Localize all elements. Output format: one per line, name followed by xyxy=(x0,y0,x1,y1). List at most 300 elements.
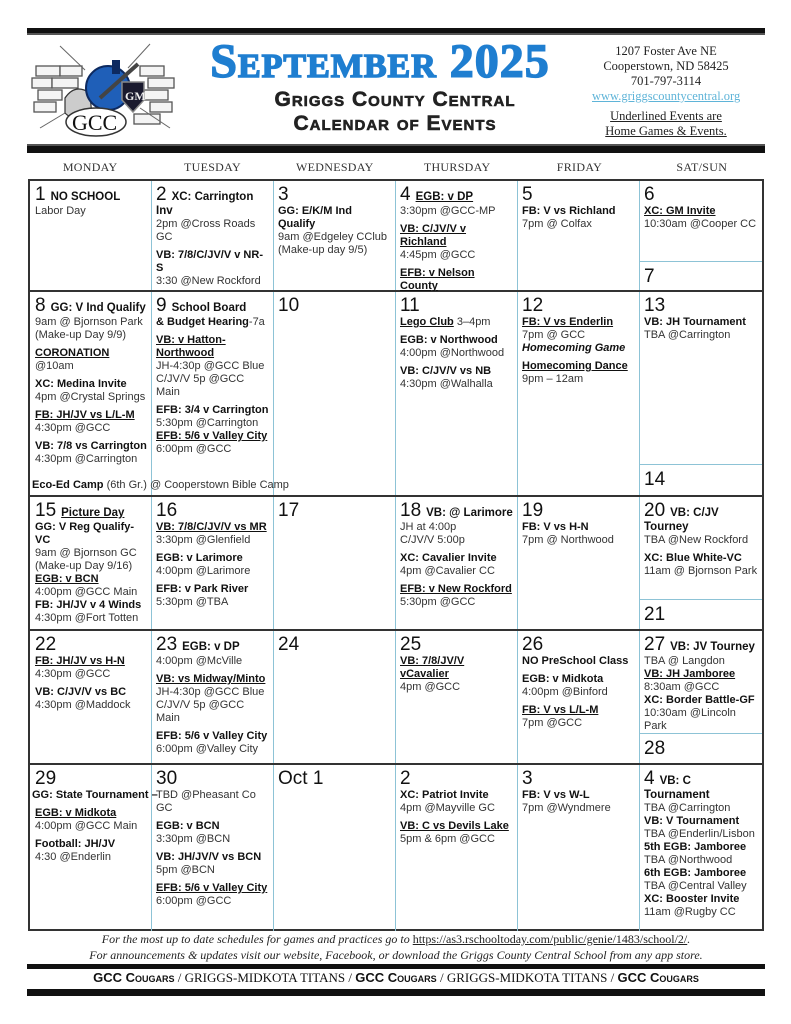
event-line xyxy=(400,334,513,347)
event-text: XC: Blue White-VC xyxy=(644,552,742,564)
event-line xyxy=(400,267,513,291)
weekend-split xyxy=(640,599,762,600)
event-line xyxy=(278,205,391,231)
event-text: 2pm @Cross Roads GC xyxy=(156,218,256,243)
event-text: 4:00pm @Northwood xyxy=(400,347,505,359)
day-number: 27 xyxy=(644,634,666,655)
event-text: EGB: v Larimore xyxy=(156,552,243,564)
event-line xyxy=(644,841,758,854)
event-text: EFB: 5/6 v Valley City xyxy=(156,882,268,894)
event-line xyxy=(522,802,635,815)
event-line xyxy=(156,404,269,417)
event-text: (Make-up day 9/5) xyxy=(278,244,368,256)
contact-block xyxy=(592,44,740,139)
day-number: 4 xyxy=(400,184,411,205)
event-line xyxy=(156,743,269,756)
event-text: FB: JH/JV vs L/L-M xyxy=(35,409,135,421)
school-logo xyxy=(30,38,180,140)
event-text: 4:30pm @Maddock xyxy=(35,699,131,711)
event-line xyxy=(522,360,635,373)
event-text: EGB: v Northwood xyxy=(400,334,498,346)
event-line xyxy=(644,893,758,906)
event-line xyxy=(35,329,147,342)
event-text: EGB: v BCN xyxy=(35,573,99,585)
day-number: 18 xyxy=(400,500,422,521)
event-text: VB: 7/8/C/JV/V vs MR xyxy=(156,521,267,533)
event-suffix: 3–4pm xyxy=(453,316,491,328)
event-text: EGB: v Midkota xyxy=(522,673,604,685)
event-line xyxy=(400,552,513,565)
event-line xyxy=(156,417,269,430)
spanning-event-note xyxy=(32,479,289,491)
event-line xyxy=(156,596,269,609)
event-line xyxy=(32,789,158,802)
event-line xyxy=(522,534,635,547)
event-line xyxy=(156,565,269,578)
event-line xyxy=(400,833,513,846)
event-text: GG: State Tournament – xyxy=(32,789,158,801)
day-number: 26 xyxy=(522,634,544,655)
event-line xyxy=(644,534,758,547)
event-text: EFB: 3/4 v Carrington xyxy=(156,404,269,416)
event-text: TBA @ Langdon xyxy=(644,655,725,667)
event-line xyxy=(644,552,758,565)
event-line xyxy=(522,316,635,329)
event-text: 7pm @ Northwood xyxy=(522,534,614,546)
event-text: EFB: v Nelson County xyxy=(400,267,475,291)
day-number: 4 xyxy=(644,768,655,789)
event-line xyxy=(644,854,758,867)
knight-wall-logo-icon xyxy=(30,38,180,140)
event-text: 10:30am @Lincoln Park xyxy=(644,707,736,732)
event-text: 6:00pm @Valley City xyxy=(156,743,259,755)
event-suffix: -7a xyxy=(248,316,265,328)
weekday-thursday: THURSDAY xyxy=(423,160,491,174)
event-text: 7pm @GCC xyxy=(522,717,583,729)
event-text: 4pm @Cavalier CC xyxy=(400,565,495,577)
sunday-cell xyxy=(640,601,762,630)
event-line xyxy=(156,334,269,360)
event-line xyxy=(156,552,269,565)
event-suffix: @10am xyxy=(35,360,74,372)
tagline-sep: / xyxy=(436,970,447,985)
day-cell xyxy=(31,292,151,497)
event-text: TBA @New Rockford xyxy=(644,534,749,546)
day-cell xyxy=(274,765,395,932)
event-line xyxy=(156,534,269,547)
event-text: 4:00pm @Larimore xyxy=(156,565,251,577)
event-text: GG: E/K/M Ind Qualify xyxy=(278,205,352,230)
event-line xyxy=(35,599,147,612)
event-text: 10:30am @Cooper CC xyxy=(644,218,757,230)
event-line xyxy=(522,717,635,730)
day-cell xyxy=(152,631,273,765)
event-line xyxy=(156,673,269,686)
event-text: 5pm @BCN xyxy=(156,864,215,876)
weekday-wednesday: WEDNESDAY xyxy=(296,160,374,174)
calendar-subtitle: Calendar of Events xyxy=(293,112,497,135)
event-text: TBA @Carrington xyxy=(644,329,731,341)
event-text: 11am @ Bjornson Park xyxy=(644,565,758,577)
event-text: Football: JH/JV xyxy=(35,838,116,850)
event-line xyxy=(278,231,391,244)
event-text: 9am @ Bjornson GC xyxy=(35,547,137,559)
tagline xyxy=(27,969,765,987)
event-line xyxy=(644,707,758,733)
event-line xyxy=(156,851,269,864)
event-line xyxy=(644,655,758,668)
event-line xyxy=(35,686,147,699)
event-text: VB: JH Jamboree xyxy=(644,668,736,680)
event-text: Homecoming Dance xyxy=(522,360,628,372)
event-line xyxy=(35,851,147,864)
day-number: Oct 1 xyxy=(278,768,324,789)
event-text: XC: Patriot Invite xyxy=(400,789,489,801)
phone-number: 701-797-3114 xyxy=(630,74,702,88)
event-line xyxy=(156,373,269,399)
event-line xyxy=(400,583,513,596)
event-line xyxy=(156,249,269,275)
event-line xyxy=(35,573,147,586)
event-title: EGB: v DP xyxy=(415,191,474,203)
spanning-event-title: Eco-Ed Camp xyxy=(32,479,104,491)
day-number: 16 xyxy=(156,500,178,521)
event-line xyxy=(35,422,147,435)
event-text: 9pm – 12am xyxy=(522,373,584,385)
day-cell xyxy=(396,631,517,765)
event-text: 3:30 @New Rockford xyxy=(156,275,261,287)
day-number: 6 xyxy=(644,184,655,205)
weekday-tuesday: TUESDAY xyxy=(183,160,241,174)
event-line xyxy=(156,275,269,288)
event-line xyxy=(400,365,513,378)
event-text: VB: V Tournament xyxy=(644,815,740,827)
day-cell xyxy=(518,765,639,932)
day-cell xyxy=(31,181,151,291)
event-text: 4:30pm @Walhalla xyxy=(400,378,493,390)
event-text: TBA @Carrington xyxy=(644,802,731,814)
website-link[interactable]: www.griggscountycentral.org xyxy=(592,89,741,103)
event-text: 4:00pm @GCC Main xyxy=(35,586,138,598)
event-line xyxy=(156,430,269,443)
event-line xyxy=(644,867,758,880)
day-number: 29 xyxy=(35,768,57,789)
event-text: VB: 7/8/JV/V vCavalier xyxy=(400,655,465,680)
event-text: Labor Day xyxy=(35,205,86,217)
event-line xyxy=(35,807,147,820)
event-line xyxy=(156,218,269,244)
event-text: 3:30pm @GCC-MP xyxy=(400,205,496,217)
event-line xyxy=(644,906,758,919)
event-line xyxy=(35,547,147,560)
day-cell xyxy=(274,631,395,765)
day-cell xyxy=(274,181,395,291)
event-line xyxy=(522,686,635,699)
event-line xyxy=(35,820,147,833)
day-number: 5 xyxy=(522,184,533,205)
day-number: 17 xyxy=(278,500,300,521)
event-title: VB: JV Tourney xyxy=(670,641,755,653)
event-line xyxy=(156,882,269,895)
event-text: 4pm @Mayville GC xyxy=(400,802,495,814)
event-text: & Budget Hearing xyxy=(156,316,249,328)
day-cell xyxy=(396,497,517,631)
event-line xyxy=(35,521,147,547)
event-title: VB: C/JV Tourney xyxy=(644,507,719,533)
day-cell xyxy=(396,181,517,291)
tagline-titans: GRIGGS-MIDKOTA TITANS xyxy=(184,970,346,985)
event-text: TBA @Northwood xyxy=(644,854,733,866)
event-line xyxy=(400,802,513,815)
address-line-1: 1207 Foster Ave NE xyxy=(615,44,717,58)
event-text: VB: v Hatton-Northwood xyxy=(156,334,226,359)
event-text: XC: Border Battle-GF xyxy=(644,694,755,706)
event-line xyxy=(156,443,269,456)
footer-rule-bottom xyxy=(27,989,765,996)
event-line xyxy=(35,699,147,712)
event-text: 4:00pm @McVille xyxy=(156,655,243,667)
event-line xyxy=(522,205,635,218)
event-title: VB: C Tournament xyxy=(644,775,710,801)
weekday-monday: MONDAY xyxy=(62,160,118,174)
tagline-sep: / xyxy=(345,970,356,985)
event-line xyxy=(35,316,147,329)
event-text: EGB: v Midkota xyxy=(35,807,117,819)
event-line xyxy=(35,655,147,668)
day-cell xyxy=(396,765,517,932)
event-text: FB: V vs W-L xyxy=(522,789,590,801)
event-line xyxy=(35,838,147,851)
event-text: CORONATION xyxy=(35,347,110,359)
event-line xyxy=(35,391,147,404)
day-cell xyxy=(518,292,639,497)
event-text: 5pm & 6pm @GCC xyxy=(400,833,495,845)
day-number: 2 xyxy=(400,768,411,789)
event-line xyxy=(644,815,758,828)
event-line xyxy=(522,521,635,534)
footer-notes xyxy=(27,931,765,963)
event-text: FB: V vs L/L-M xyxy=(522,704,599,716)
tagline-cougars: GCC Cougars xyxy=(93,970,175,985)
event-text: JH at 4:00p xyxy=(400,521,457,533)
day-cell xyxy=(31,631,151,765)
event-line xyxy=(400,347,513,360)
day-cell xyxy=(518,181,639,291)
tagline-titans: GRIGGS-MIDKOTA TITANS xyxy=(446,970,608,985)
event-text: 4:30pm @GCC xyxy=(35,422,111,434)
event-text: FB: V vs H-N xyxy=(522,521,589,533)
event-line xyxy=(644,205,758,218)
event-line xyxy=(522,342,635,355)
event-text: VB: JH Tournament xyxy=(644,316,746,328)
day-number: 11 xyxy=(400,295,420,316)
schedule-link[interactable]: https://as3.rschooltoday.com/public/genie/1483/school/2/ xyxy=(412,932,688,946)
event-line xyxy=(522,218,635,231)
event-text: 9am @ Bjornson Park xyxy=(35,316,143,328)
event-line xyxy=(400,249,513,262)
day-cell xyxy=(274,497,395,631)
event-text: (Make-up Day 9/9) xyxy=(35,329,127,341)
event-text: 6:00pm @GCC xyxy=(156,443,232,455)
event-line xyxy=(644,668,758,681)
event-text: XC: Booster Invite xyxy=(644,893,740,905)
event-title: VB: @ Larimore xyxy=(426,507,513,519)
event-line xyxy=(156,521,269,534)
event-line xyxy=(156,864,269,877)
footer-line-1-end: . xyxy=(687,932,691,946)
event-line xyxy=(644,681,758,694)
day-number: 14 xyxy=(644,469,666,490)
event-text: VB: JH/JV/V vs BCN xyxy=(156,851,262,863)
weekday-sat-sun: SAT/SUN xyxy=(676,160,728,174)
event-text: EFB: v Park River xyxy=(156,583,249,595)
event-line xyxy=(400,565,513,578)
tagline-cougars: GCC Cougars xyxy=(355,970,437,985)
svg-text:GM: GM xyxy=(125,89,146,103)
event-line xyxy=(644,565,758,578)
event-text: VB: vs Midway/Minto xyxy=(156,673,266,685)
day-number: 22 xyxy=(35,634,57,655)
event-text: 4:00pm @GCC Main xyxy=(35,820,138,832)
event-text: 11am @Rugby CC xyxy=(644,906,736,918)
event-text: 8:30am @GCC xyxy=(644,681,720,693)
event-text: 3:30pm @BCN xyxy=(156,833,231,845)
day-number: 25 xyxy=(400,634,422,655)
event-line xyxy=(35,668,147,681)
event-text: GG: V Reg Qualify-VC xyxy=(35,521,135,546)
event-text: 4pm @Crystal Springs xyxy=(35,391,146,403)
event-line xyxy=(156,655,269,668)
day-number: 2 xyxy=(156,184,167,205)
event-text: 4:30 @Enderlin xyxy=(35,851,111,863)
event-text: EFB: 5/6 v Valley City xyxy=(156,430,268,442)
day-number: 3 xyxy=(278,184,289,205)
event-line xyxy=(522,673,635,686)
event-line xyxy=(35,347,147,373)
event-text: 7pm @ Colfax xyxy=(522,218,592,230)
event-text: FB: JH/JV vs H-N xyxy=(35,655,125,667)
event-text: 4:30pm @Fort Totten xyxy=(35,612,139,624)
event-line xyxy=(400,316,513,329)
event-line xyxy=(35,560,147,573)
day-cell xyxy=(640,181,762,261)
event-text: C/JV/V 5:00p xyxy=(400,534,465,546)
event-line xyxy=(522,704,635,717)
event-text: VB: 7/8/C/JV/V v NR-S xyxy=(156,249,263,274)
day-cell xyxy=(396,292,517,497)
legend-note-line-2: Home Games & Events. xyxy=(605,124,727,138)
day-cell xyxy=(518,631,639,765)
event-title: XC: Carrington Inv xyxy=(156,191,254,217)
day-cell xyxy=(152,497,273,631)
sunday-cell xyxy=(640,466,762,496)
calendar-title-block xyxy=(175,36,585,136)
day-number: 28 xyxy=(644,738,666,759)
event-text: TBD @Pheasant Co GC xyxy=(156,789,256,814)
day-cell xyxy=(152,292,273,497)
day-number: 19 xyxy=(522,500,544,521)
day-cell xyxy=(152,181,273,291)
event-text: 4:45pm @GCC xyxy=(400,249,476,261)
event-text: 4:00pm @Binford xyxy=(522,686,608,698)
day-number: 24 xyxy=(278,634,300,655)
day-cell xyxy=(31,497,151,631)
tagline-sep: / xyxy=(607,970,618,985)
event-text: FB: JH/JV v 4 Winds xyxy=(35,599,142,611)
tagline-cougars: GCC Cougars xyxy=(617,970,699,985)
day-number: 7 xyxy=(644,266,655,287)
event-line xyxy=(644,802,758,815)
event-text: VB: 7/8 vs Carrington xyxy=(35,440,147,452)
day-number: 21 xyxy=(644,604,666,625)
event-text: FB: V vs Richland xyxy=(522,205,616,217)
event-line xyxy=(35,586,147,599)
event-line xyxy=(35,612,147,625)
event-line xyxy=(400,820,513,833)
event-text: XC: GM Invite xyxy=(644,205,716,217)
event-text: Lego Club xyxy=(400,316,454,328)
event-text: 5:30pm @Carrington xyxy=(156,417,259,429)
day-number: 15 xyxy=(35,500,57,521)
event-line xyxy=(400,789,513,802)
event-text: C/JV/V 5p @GCC Main xyxy=(156,373,245,398)
event-text: 4:30pm @Carrington xyxy=(35,453,138,465)
event-line xyxy=(35,409,147,422)
event-line xyxy=(35,378,147,391)
weekend-split xyxy=(640,261,762,262)
event-text: 7pm @Wyndmere xyxy=(522,802,611,814)
event-line xyxy=(400,378,513,391)
event-line xyxy=(644,316,758,329)
day-number: 8 xyxy=(35,295,46,316)
day-number: 3 xyxy=(522,768,533,789)
event-line xyxy=(400,223,513,249)
event-text: FB: V vs Enderlin xyxy=(522,316,614,328)
event-line xyxy=(156,360,269,373)
event-line xyxy=(156,686,269,699)
event-text: VB: C vs Devils Lake xyxy=(400,820,509,832)
day-cell xyxy=(640,292,762,465)
calendar-grid xyxy=(28,179,764,931)
day-number: 10 xyxy=(278,295,300,316)
day-number: 12 xyxy=(522,295,544,316)
event-line xyxy=(156,730,269,743)
day-cell xyxy=(31,765,158,932)
event-text: 6:00pm @GCC xyxy=(156,895,232,907)
event-line xyxy=(400,534,513,547)
event-line xyxy=(156,699,269,725)
event-text: 4pm @GCC xyxy=(400,681,461,693)
weekday-friday: FRIDAY xyxy=(556,160,603,174)
event-text: VB: C/JV/V vs BC xyxy=(35,686,127,698)
legend-note-line-1: Underlined Events are xyxy=(610,109,722,123)
tagline-sep: / xyxy=(174,970,185,985)
footer-line-1 xyxy=(27,931,765,947)
event-line xyxy=(400,205,513,218)
event-line xyxy=(522,655,635,668)
event-line xyxy=(522,329,635,342)
event-title: GG: V Ind Qualify xyxy=(50,302,146,314)
event-text: JH-4:30p @GCC Blue xyxy=(156,360,265,372)
day-number: 30 xyxy=(156,768,178,789)
day-number: 9 xyxy=(156,295,167,316)
month-title: September 2025 xyxy=(210,35,550,88)
event-line xyxy=(156,316,269,329)
event-text: JH-4:30p @GCC Blue xyxy=(156,686,265,698)
event-text: VB: C/JV/V vs NB xyxy=(400,365,492,377)
event-text: 7pm @ GCC xyxy=(522,329,586,341)
event-text: EFB: 5/6 v Valley City xyxy=(156,730,268,742)
